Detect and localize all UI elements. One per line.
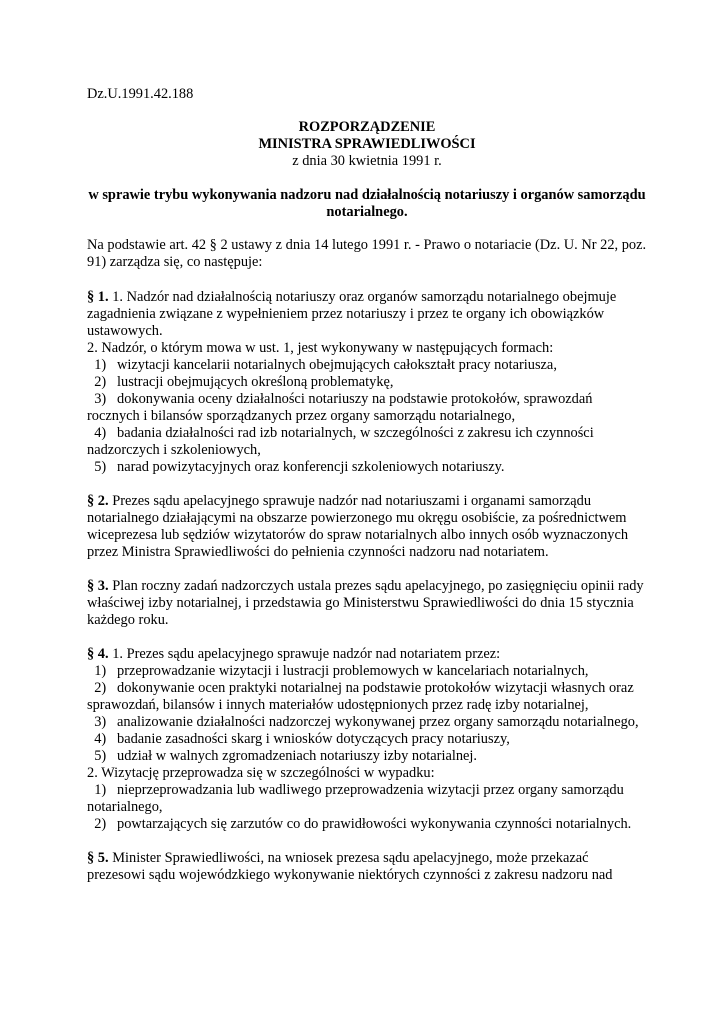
- list-item-number: 4): [94, 425, 107, 441]
- legal-basis: Na podstawie art. 42 § 2 ustawy z dnia 14 lutego 1991 r. - Prawo o notariacie (Dz. U. Nr 22, poz. 91) zarządza się, co następuje:: [87, 237, 647, 270]
- list-item-text: analizowanie działalności nadzorczej wykonywanej przez organy samorządu notarialnego,: [117, 714, 639, 730]
- list-item: [87, 714, 647, 731]
- list-item: [87, 357, 647, 374]
- list-item: [87, 374, 647, 391]
- list-item: [87, 663, 647, 680]
- list-item-number: 4): [94, 731, 107, 747]
- issue-date: z dnia 30 kwietnia 1991 r.: [292, 153, 442, 169]
- list-item: [87, 731, 647, 748]
- list-item-text: przeprowadzanie wizytacji i lustracji problemowych w kancelariach notarialnych,: [117, 663, 589, 679]
- section-2-text: Prezes sądu apelacyjnego sprawuje nadzór nad notariuszami i organami samorządu notarialnego działającymi na obszarze powierzonego mu okręgu osobiście, za pośrednictwem wiceprezesa lub sędziów wizytatorów do spraw notarialnych albo innych osób wyznaczonych przez Ministra Sprawiedliwości do pełnienia czynności nadzoru nad notariatem.: [87, 493, 629, 560]
- section-4: [87, 646, 647, 833]
- list-item-text: udział w walnych zgromadzeniach notariuszy izby notarialnej.: [117, 748, 478, 764]
- section-1: [87, 289, 647, 476]
- section-4-paragraph-1: [87, 646, 647, 663]
- section-1-label: § 1.: [87, 289, 109, 305]
- list-item-text: wizytacji kancelarii notarialnych obejmujących całokształt pracy notariusza,: [117, 357, 557, 373]
- list-item: [87, 425, 647, 459]
- list-item: [87, 748, 647, 765]
- list-item: [87, 391, 647, 425]
- title-line-2: MINISTRA SPRAWIEDLIWOŚCI: [258, 136, 476, 152]
- journal-reference: Dz.U.1991.42.188: [87, 86, 194, 102]
- list-item-number: 5): [94, 459, 107, 475]
- list-item-text: badanie zasadności skarg i wniosków dotyczących pracy notariuszy,: [117, 731, 510, 747]
- list-item-text: dokonywanie ocen praktyki notarialnej na podstawie protokołów wizytacji własnych oraz sprawozdań, bilansów i innych materiałów udostępnionych przez radę izby notarialnej,: [87, 680, 634, 713]
- list-item-number: 1): [94, 782, 107, 798]
- section-3-label: § 3.: [87, 578, 109, 594]
- list-item-number: 2): [94, 816, 107, 832]
- list-item-number: 3): [94, 714, 107, 730]
- list-item-text: lustracji obejmujących określoną problematykę,: [117, 374, 394, 390]
- section-4-label: § 4.: [87, 646, 109, 662]
- list-item-text: dokonywania oceny działalności notariuszy na podstawie protokołów, sprawozdań rocznych i bilansów sporządzanych przez organy samorządu notarialnego,: [87, 391, 593, 424]
- list-item-number: 3): [94, 391, 107, 407]
- section-3: [87, 578, 647, 629]
- list-item-text: narad powizytacyjnych oraz konferencji szkoleniowych notariuszy.: [117, 459, 505, 475]
- title-block: [87, 119, 647, 170]
- title-line-1: ROZPORZĄDZENIE: [298, 119, 436, 135]
- section-2-label: § 2.: [87, 493, 109, 509]
- section-4-paragraph-2: 2. Wizytację przeprowadza się w szczególności w wypadku:: [87, 765, 435, 781]
- section-5-text: Minister Sprawiedliwości, na wniosek prezesa sądu apelacyjnego, może przekazać prezesowi sądu wojewódzkiego wykonywanie niektórych czynności z zakresu nadzoru nad: [87, 850, 613, 883]
- list-item: [87, 816, 647, 833]
- subject-heading: w sprawie trybu wykonywania nadzoru nad działalnością notariuszy i organów samorządu notarialnego.: [88, 187, 646, 220]
- section-1-paragraph-2: 2. Nadzór, o którym mowa w ust. 1, jest wykonywany w następujących formach:: [87, 340, 554, 356]
- list-item-number: 1): [94, 663, 107, 679]
- list-item-number: 2): [94, 680, 107, 696]
- list-item: [87, 459, 647, 476]
- list-item: [87, 782, 647, 816]
- section-4-text-1: 1. Prezes sądu apelacyjnego sprawuje nadzór nad notariatem przez:: [112, 646, 501, 662]
- section-1-text-1: 1. Nadzór nad działalnością notariuszy oraz organów samorządu notarialnego obejmuje zagadnienia związane z wypełnieniem przez notariuszy i przez te organy ich obowiązków ustawowych.: [87, 289, 617, 339]
- list-item-number: 1): [94, 357, 107, 373]
- list-item-number: 5): [94, 748, 107, 764]
- document-page: [87, 86, 647, 901]
- list-item-number: 2): [94, 374, 107, 390]
- section-5: [87, 850, 647, 884]
- list-item: [87, 680, 647, 714]
- list-item-text: nieprzeprowadzania lub wadliwego przeprowadzenia wizytacji przez organy samorządu notarialnego,: [87, 782, 624, 815]
- section-3-text: Plan roczny zadań nadzorczych ustala prezes sądu apelacyjnego, po zasięgnięciu opinii rady właściwej izby notarialnej, i przedstawia go Ministerstwu Sprawiedliwości do dnia 15 stycznia każdego roku.: [87, 578, 644, 628]
- section-2: [87, 493, 647, 561]
- section-1-paragraph-1: [87, 289, 647, 340]
- list-item-text: powtarzających się zarzutów co do prawidłowości wykonywania czynności notarialnych.: [117, 816, 632, 832]
- list-item-text: badania działalności rad izb notarialnych, w szczególności z zakresu ich czynności nadzorczych i szkoleniowych,: [87, 425, 594, 458]
- section-5-label: § 5.: [87, 850, 109, 866]
